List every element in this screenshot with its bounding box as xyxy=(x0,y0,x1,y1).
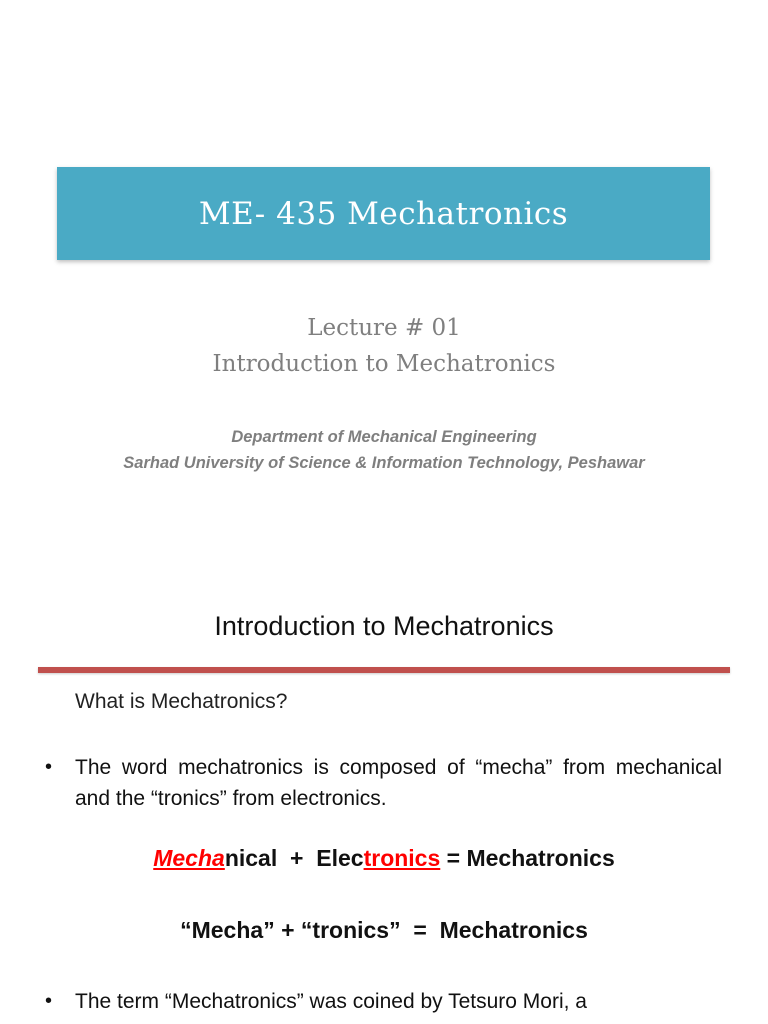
university-name: Sarhad University of Science & Information Technology, Peshawar xyxy=(123,454,645,472)
department-name: Department of Mechanical Engineering xyxy=(231,428,537,446)
section-title: Introduction to Mechatronics xyxy=(214,611,554,641)
bullet-item xyxy=(45,752,722,814)
bullet-icon: • xyxy=(45,756,53,778)
bullet-icon: • xyxy=(45,990,53,1012)
eq2-result: Mechatronics xyxy=(439,917,588,943)
lecture-number: Lecture # 01 xyxy=(307,315,461,341)
lecture-title: Introduction to Mechatronics xyxy=(212,351,556,377)
title-divider xyxy=(38,667,730,673)
eq-result: = Mechatronics xyxy=(446,845,615,871)
highlight-mecha: Mecha xyxy=(153,845,225,871)
eq2-plus: + xyxy=(281,917,295,943)
question-text: What is Mechatronics? xyxy=(75,690,288,713)
slide-title: ME- 435 Mechatronics xyxy=(198,195,569,232)
equation-mechanical-electronics xyxy=(0,845,768,872)
title-banner xyxy=(57,167,710,260)
bullet-text: The word mechatronics is composed of “mecha” from mechanical and the “tronics” from electronics. xyxy=(75,756,722,810)
eq2-term-b: “tronics” xyxy=(300,917,401,943)
eq2-term-a: “Mecha” xyxy=(180,917,275,943)
eq-part-a-rest: nical xyxy=(224,845,278,871)
bullet-text: The term “Mechatronics” was coined by Tetsuro Mori, a xyxy=(75,990,587,1013)
highlight-tronics: tronics xyxy=(363,845,441,871)
eq-part-b-start: Elec xyxy=(316,845,364,871)
bullet-item xyxy=(45,986,722,1017)
eq-plus: + xyxy=(290,845,304,871)
equation-mecha-tronics xyxy=(0,917,768,944)
eq2-equals: = xyxy=(413,917,427,943)
